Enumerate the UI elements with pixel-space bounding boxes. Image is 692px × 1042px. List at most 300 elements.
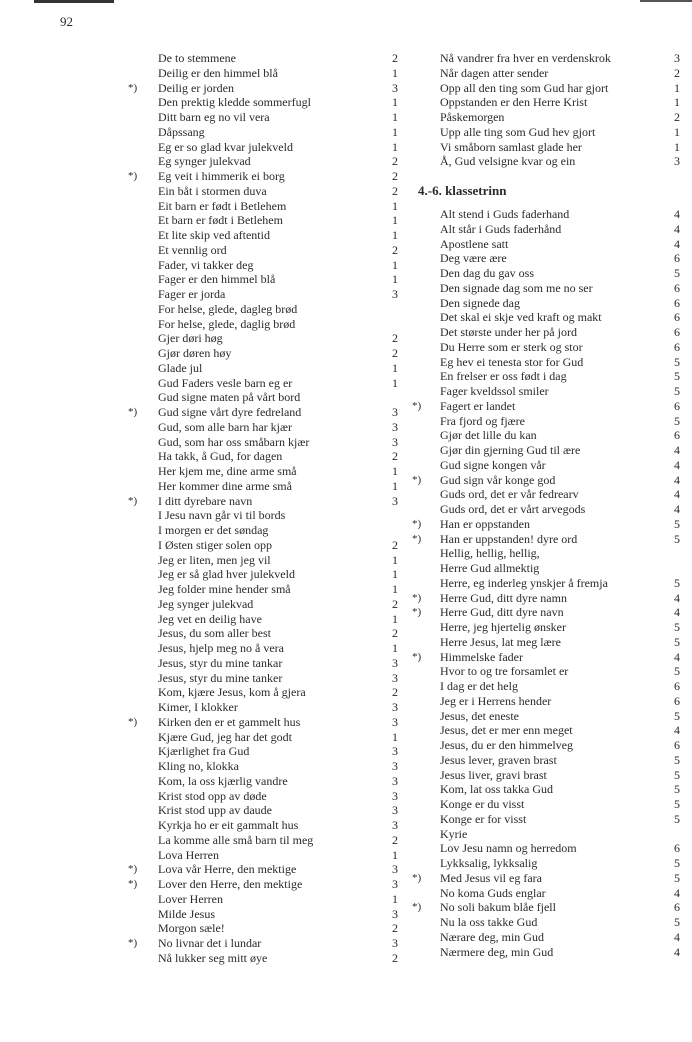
- list-item: [412, 915, 680, 930]
- list-item: [128, 272, 398, 287]
- star-marker: *): [128, 81, 138, 94]
- list-item: [412, 125, 680, 140]
- song-title: Den signede dag: [440, 295, 520, 310]
- song-title: Nå vandrer fra hver en verdenskrok: [440, 51, 611, 65]
- list-item: [128, 243, 398, 258]
- left-column: [128, 51, 398, 966]
- song-title: I ditt dyrebare navn: [158, 493, 253, 508]
- list-item: [412, 251, 680, 266]
- song-title: Kimer, I klokker: [158, 700, 238, 714]
- grade-number: 6: [674, 339, 680, 354]
- song-title: Å, Gud velsigne kvar og ein: [440, 154, 576, 169]
- top-rule-right: [640, 0, 692, 2]
- list-item: [412, 768, 680, 783]
- song-title: Konge er du visst: [440, 797, 525, 811]
- list-item: [412, 605, 680, 620]
- song-title: For helse, glede, daglig brød: [158, 316, 296, 331]
- list-item: [128, 612, 398, 627]
- grade-number: 3: [392, 877, 398, 891]
- song-title: Oppstanden er den Herre Krist: [440, 95, 588, 110]
- grade-number: 3: [392, 287, 398, 301]
- grade-number: 6: [674, 280, 680, 295]
- song-title: For helse, glede, dagleg brød: [158, 301, 298, 316]
- song-title: Opp all den ting som Gud har gjort: [440, 80, 609, 95]
- song-title: Gjer døri høg: [158, 331, 223, 346]
- list-item: [128, 567, 398, 582]
- song-title: Den signade dag som me no ser: [440, 280, 593, 295]
- grade-number: 6: [674, 900, 680, 915]
- grade-number: 1: [392, 272, 398, 287]
- song-title: Jesus, styr du mine tanker: [158, 670, 283, 685]
- song-title: Deg være ære: [440, 251, 507, 266]
- list-item: [128, 626, 398, 641]
- list-item: [412, 709, 680, 724]
- grade-number: 3: [392, 405, 398, 419]
- star-marker: *): [128, 937, 138, 949]
- grade-number: 2: [674, 65, 680, 80]
- song-title: Kjærlighet fra Gud: [158, 744, 250, 759]
- grade-number: 5: [674, 620, 680, 634]
- song-title: Med Jesus vil eg fara: [440, 870, 542, 885]
- list-item: [412, 546, 680, 561]
- list-item: [412, 399, 680, 414]
- grade-number: 3: [392, 862, 398, 877]
- star-marker: *): [412, 473, 422, 486]
- song-title: Eg er so glad kvar julekveld: [158, 139, 293, 154]
- grade-number: 1: [392, 375, 398, 390]
- star-marker: *): [128, 170, 138, 182]
- song-title: Kom, lat oss takka Gud: [440, 782, 553, 797]
- song-title: Guds ord, det er vårt arvegods: [440, 502, 586, 516]
- song-title: Fra fjord og fjære: [440, 413, 525, 428]
- grade-number: 5: [674, 708, 680, 723]
- song-title: Kom, kjære Jesus, kom å gjera: [158, 685, 306, 700]
- list-item: [128, 818, 398, 833]
- song-title: Fager er jorda: [158, 287, 226, 301]
- song-title: Lover Herren: [158, 891, 223, 906]
- list-item: [128, 582, 398, 597]
- song-title: Krist stod opp av døde: [158, 788, 267, 803]
- list-item: [128, 331, 398, 346]
- song-title: Hellig, hellig, hellig,: [440, 546, 540, 561]
- list-item: [128, 671, 398, 686]
- list-item: [412, 207, 680, 222]
- grade-number: 1: [392, 611, 398, 626]
- list-item: [412, 51, 680, 66]
- grade-number: 5: [674, 915, 680, 929]
- list-item: [128, 877, 398, 892]
- song-title: Lova Herren: [158, 847, 219, 862]
- grade-number: 5: [674, 767, 680, 782]
- list-item: [128, 213, 398, 228]
- list-item: [128, 405, 398, 420]
- song-title: Gud signe maten på vårt bord: [158, 390, 301, 405]
- list-item: [412, 591, 680, 606]
- list-item: [128, 154, 398, 169]
- song-title: Kirken den er et gammelt hus: [158, 714, 301, 729]
- grade-number: 1: [674, 95, 680, 110]
- song-title: Eg veit i himmerik ei borg: [158, 169, 285, 183]
- star-marker: *): [412, 517, 422, 530]
- song-title: Lov Jesu namn og herredom: [440, 841, 577, 856]
- list-item: [128, 479, 398, 494]
- grade-number: 3: [392, 759, 398, 773]
- song-title: Det største under her på jord: [440, 325, 577, 339]
- list-item: [128, 744, 398, 759]
- grade-number: 2: [392, 242, 398, 257]
- grade-number: 2: [392, 51, 398, 65]
- grade-number: 4: [674, 885, 680, 900]
- list-item: [412, 723, 680, 738]
- grade-number: 1: [674, 139, 680, 154]
- list-item: [128, 140, 398, 155]
- song-title: Jesus, du er den himmelveg: [440, 738, 573, 752]
- list-item: [412, 561, 680, 576]
- grade-number: 2: [392, 950, 398, 965]
- list-item: [128, 346, 398, 361]
- grade-number: 1: [392, 478, 398, 493]
- song-title: Fader, vi takker deg: [158, 257, 254, 272]
- song-title: Gjør det lille du kan: [440, 428, 537, 443]
- song-title: Eg hev ei tenesta stor for Gud: [440, 354, 584, 369]
- song-title: Herre, eg inderleg ynskjer å fremja: [440, 575, 608, 590]
- star-marker: *): [412, 591, 422, 604]
- song-title: Jeg er i Herrens hender: [440, 693, 552, 708]
- grade-number: 1: [674, 124, 680, 139]
- list-item: [412, 871, 680, 886]
- grade-number: 1: [392, 65, 398, 80]
- grade-number: 5: [674, 369, 680, 384]
- list-item: [128, 95, 398, 110]
- song-title: Gud Faders vesle barn eg er: [158, 375, 293, 390]
- page-number: 92: [60, 14, 73, 29]
- grade-number: 5: [674, 354, 680, 369]
- list-item: [128, 435, 398, 450]
- grade-number: 2: [392, 449, 398, 464]
- star-marker: *): [128, 878, 138, 890]
- grade-number: 6: [674, 738, 680, 752]
- grade-number: 1: [392, 552, 398, 567]
- grade-number: 6: [674, 325, 680, 339]
- list-item: [412, 443, 680, 458]
- section-heading: [412, 179, 680, 203]
- grade-number: 2: [392, 596, 398, 611]
- grade-number: 1: [392, 124, 398, 139]
- song-title: Et lite skip ved aftentid: [158, 228, 270, 242]
- song-title: Dåpssang: [158, 124, 205, 139]
- grade-number: 3: [392, 936, 398, 950]
- list-item: [412, 679, 680, 694]
- list-item: [412, 517, 680, 532]
- grade-number: 3: [674, 51, 680, 65]
- song-title: Vi småborn samlast glade her: [440, 139, 582, 154]
- song-title: Jesus, du som aller best: [158, 626, 271, 641]
- song-title: I morgen er det søndag: [158, 523, 269, 537]
- list-item: [412, 296, 680, 311]
- grade-number: 4: [674, 487, 680, 502]
- list-item: [412, 827, 680, 842]
- list-item: [412, 428, 680, 443]
- song-title: Nu la oss takke Gud: [440, 915, 538, 929]
- grade-number: 5: [674, 516, 680, 531]
- grade-number: 1: [392, 891, 398, 906]
- grade-number: 4: [674, 929, 680, 944]
- list-item: [128, 110, 398, 125]
- list-item: [128, 936, 398, 951]
- grade-number: 4: [674, 236, 680, 251]
- grade-number: 5: [674, 797, 680, 811]
- song-title: Kling no, klokka: [158, 759, 239, 773]
- song-title: Nå lukker seg mitt øye: [158, 950, 268, 965]
- song-title: Jesus, det er mer enn meget: [440, 723, 573, 738]
- list-item: [128, 523, 398, 538]
- grade-number: 5: [674, 634, 680, 649]
- list-item: [412, 782, 680, 797]
- list-item: [412, 110, 680, 125]
- grade-number: 5: [674, 856, 680, 870]
- grade-number: 4: [674, 590, 680, 605]
- song-title: Herre Gud, ditt dyre navn: [440, 605, 564, 620]
- song-title: Her kjem me, dine arme små: [158, 464, 297, 478]
- song-title: Eit barn er født i Betlehem: [158, 198, 287, 213]
- list-item: [412, 340, 680, 355]
- song-title: Milde Jesus: [158, 906, 215, 921]
- song-title: Han er uppstanden! dyre ord: [440, 531, 578, 546]
- song-title: Kyrkja ho er eit gammalt hus: [158, 818, 299, 832]
- list-item: [412, 473, 680, 488]
- star-marker: *): [412, 901, 422, 914]
- grade-number: 5: [674, 413, 680, 428]
- list-item: [128, 258, 398, 273]
- list-item: [412, 753, 680, 768]
- song-title: Deilig er den himmel blå: [158, 65, 278, 80]
- list-item: [412, 886, 680, 901]
- list-item: [128, 420, 398, 435]
- song-title: I Jesu navn går vi til bords: [158, 508, 286, 523]
- song-title: Eg synger julekvad: [158, 154, 251, 169]
- grade-number: 2: [392, 331, 398, 346]
- grade-number: 3: [392, 434, 398, 449]
- song-title: Gud, som alle barn har kjær: [158, 419, 292, 434]
- star-marker: *): [412, 871, 422, 884]
- grade-number: 6: [674, 398, 680, 413]
- list-item: [412, 154, 680, 169]
- song-title: Herre Gud, ditt dyre namn: [440, 590, 567, 605]
- song-title: Den dag du gav oss: [440, 266, 534, 280]
- grade-number: 5: [674, 870, 680, 885]
- song-title: Gud signe kongen vår: [440, 457, 546, 472]
- list-item: [128, 803, 398, 818]
- song-title: Apostlene satt: [440, 236, 509, 251]
- list-item: [128, 641, 398, 656]
- song-title: Jeg er liten, men jeg vil: [158, 552, 271, 567]
- list-item: [128, 892, 398, 907]
- list-item: [128, 508, 398, 523]
- list-item: [412, 266, 680, 281]
- list-item: [128, 317, 398, 332]
- song-title: Jeg folder mine hender små: [158, 582, 291, 596]
- grade-number: 1: [392, 213, 398, 228]
- song-title: Gud sign vår konge god: [440, 472, 556, 487]
- grade-number: 4: [674, 221, 680, 236]
- grade-number: 1: [392, 641, 398, 655]
- song-title: Fager kveldssol smiler: [440, 384, 549, 398]
- song-title: I dag er det helg: [440, 679, 518, 693]
- song-title: No soli bakum blåe fjell: [440, 900, 556, 915]
- list-item: [412, 502, 680, 517]
- grade-number: 5: [674, 575, 680, 590]
- list-item: [412, 487, 680, 502]
- song-title: Kom, la oss kjærlig vandre: [158, 773, 288, 788]
- right-column: [412, 51, 680, 959]
- grade-number: 3: [392, 655, 398, 670]
- star-marker: *): [412, 650, 422, 663]
- song-title: Alt står i Guds faderhånd: [440, 221, 562, 236]
- grade-number: 3: [392, 419, 398, 434]
- song-title: Morgon sæle!: [158, 921, 225, 936]
- star-marker: *): [412, 532, 422, 545]
- grade-number: 6: [674, 310, 680, 325]
- song-title: Jesus lever, graven brast: [440, 752, 557, 767]
- star-marker: *): [128, 494, 138, 507]
- song-title: Ein båt i stormen duva: [158, 183, 267, 198]
- grade-number: 1: [392, 139, 398, 154]
- song-title: Jeg synger julekvad: [158, 596, 254, 611]
- grade-number: 6: [674, 693, 680, 708]
- song-title: Ha takk, å Gud, for dagen: [158, 449, 283, 464]
- song-title: Lova vår Herre, den mektige: [158, 862, 297, 877]
- song-title: Du Herre som er sterk og stor: [440, 339, 583, 354]
- song-title: Jesus, styr du mine tankar: [158, 655, 283, 670]
- list-item: [412, 576, 680, 591]
- grade-number: 5: [674, 266, 680, 280]
- grade-number: 5: [674, 531, 680, 546]
- grade-number: 2: [392, 169, 398, 183]
- top-rule: [34, 0, 114, 3]
- grade-number: 2: [392, 183, 398, 198]
- song-title: No livnar det i lundar: [158, 936, 262, 950]
- list-item: [128, 538, 398, 553]
- song-title: Et barn er født i Betlehem: [158, 213, 283, 228]
- grade-number: 1: [392, 847, 398, 862]
- grade-number: 4: [674, 605, 680, 620]
- song-title: Konge er for visst: [440, 811, 527, 826]
- song-title: Lykksalig, lykksalig: [440, 856, 538, 870]
- list-item: [412, 900, 680, 915]
- list-item: [128, 685, 398, 700]
- grade-number: 3: [392, 670, 398, 685]
- song-title: Deilig er jorden: [158, 80, 234, 95]
- song-title: Herre, jeg hjertelig ønsker: [440, 620, 566, 634]
- right-bottom-list: [412, 207, 680, 959]
- song-title: Upp alle ting som Gud hev gjort: [440, 124, 596, 139]
- song-title: Himmelske fader: [440, 649, 523, 664]
- song-title: Hvor to og tre forsamlet er: [440, 664, 569, 679]
- list-item: [128, 361, 398, 376]
- grade-number: 6: [674, 251, 680, 266]
- song-title: Det skal ei skje ved kraft og makt: [440, 310, 602, 325]
- grade-number: 3: [392, 906, 398, 921]
- list-item: [128, 287, 398, 302]
- list-item: [412, 532, 680, 547]
- grade-number: 3: [392, 744, 398, 759]
- song-title: Fager er den himmel blå: [158, 272, 276, 287]
- star-marker: *): [128, 715, 138, 728]
- grade-number: 2: [674, 110, 680, 124]
- grade-number: 3: [392, 80, 398, 95]
- song-title: Han er oppstanden: [440, 516, 530, 531]
- list-item: [412, 945, 680, 960]
- grade-number: 4: [674, 443, 680, 457]
- list-item: [412, 81, 680, 96]
- grade-number: 3: [392, 493, 398, 508]
- grade-number: 3: [674, 154, 680, 169]
- song-title: Nærmere deg, min Gud: [440, 944, 554, 959]
- grade-number: 1: [392, 110, 398, 124]
- list-item: [128, 376, 398, 391]
- grade-number: 1: [392, 582, 398, 596]
- grade-number: 3: [392, 700, 398, 714]
- song-title: Her kommer dine arme små: [158, 478, 292, 493]
- list-item: [412, 95, 680, 110]
- song-title: Guds ord, det er vår fedrearv: [440, 487, 579, 502]
- song-title: Gjør din gjerning Gud til ære: [440, 443, 581, 457]
- list-item: [412, 620, 680, 635]
- grade-number: 2: [392, 346, 398, 360]
- grade-number: 1: [392, 729, 398, 744]
- grade-number: 4: [674, 944, 680, 959]
- grade-number: 5: [674, 782, 680, 797]
- list-item: [128, 553, 398, 568]
- grade-number: 2: [392, 626, 398, 641]
- grade-number: 1: [392, 228, 398, 242]
- grade-number: 1: [392, 257, 398, 272]
- list-item: [128, 730, 398, 745]
- list-item: [412, 66, 680, 81]
- list-item: [128, 656, 398, 671]
- list-item: [412, 664, 680, 679]
- grade-number: 2: [392, 832, 398, 847]
- song-title: Gud signe vårt dyre fedreland: [158, 405, 302, 419]
- grade-number: 5: [674, 664, 680, 679]
- list-item: [412, 635, 680, 650]
- list-item: [128, 921, 398, 936]
- grade-number: 2: [392, 154, 398, 169]
- song-title: Kjære Gud, jeg har det godt: [158, 729, 292, 744]
- list-item: [128, 302, 398, 317]
- grade-number: 6: [674, 428, 680, 443]
- list-item: [412, 222, 680, 237]
- song-title: Et vennlig ord: [158, 242, 227, 257]
- list-item: [412, 812, 680, 827]
- list-item: [128, 774, 398, 789]
- song-title: Jeg er så glad hver julekveld: [158, 567, 295, 582]
- list-item: [412, 281, 680, 296]
- list-item: [128, 228, 398, 243]
- list-item: [412, 458, 680, 473]
- list-item: [128, 66, 398, 81]
- list-item: [128, 951, 398, 966]
- grade-number: 3: [392, 714, 398, 729]
- list-item: [128, 199, 398, 214]
- grade-number: 4: [674, 472, 680, 487]
- list-item: [128, 449, 398, 464]
- grade-number: 5: [674, 811, 680, 826]
- list-item: [412, 355, 680, 370]
- grade-number: 3: [392, 788, 398, 803]
- grade-number: 3: [392, 818, 398, 832]
- song-title: Jesus, hjelp meg no å vera: [158, 641, 284, 655]
